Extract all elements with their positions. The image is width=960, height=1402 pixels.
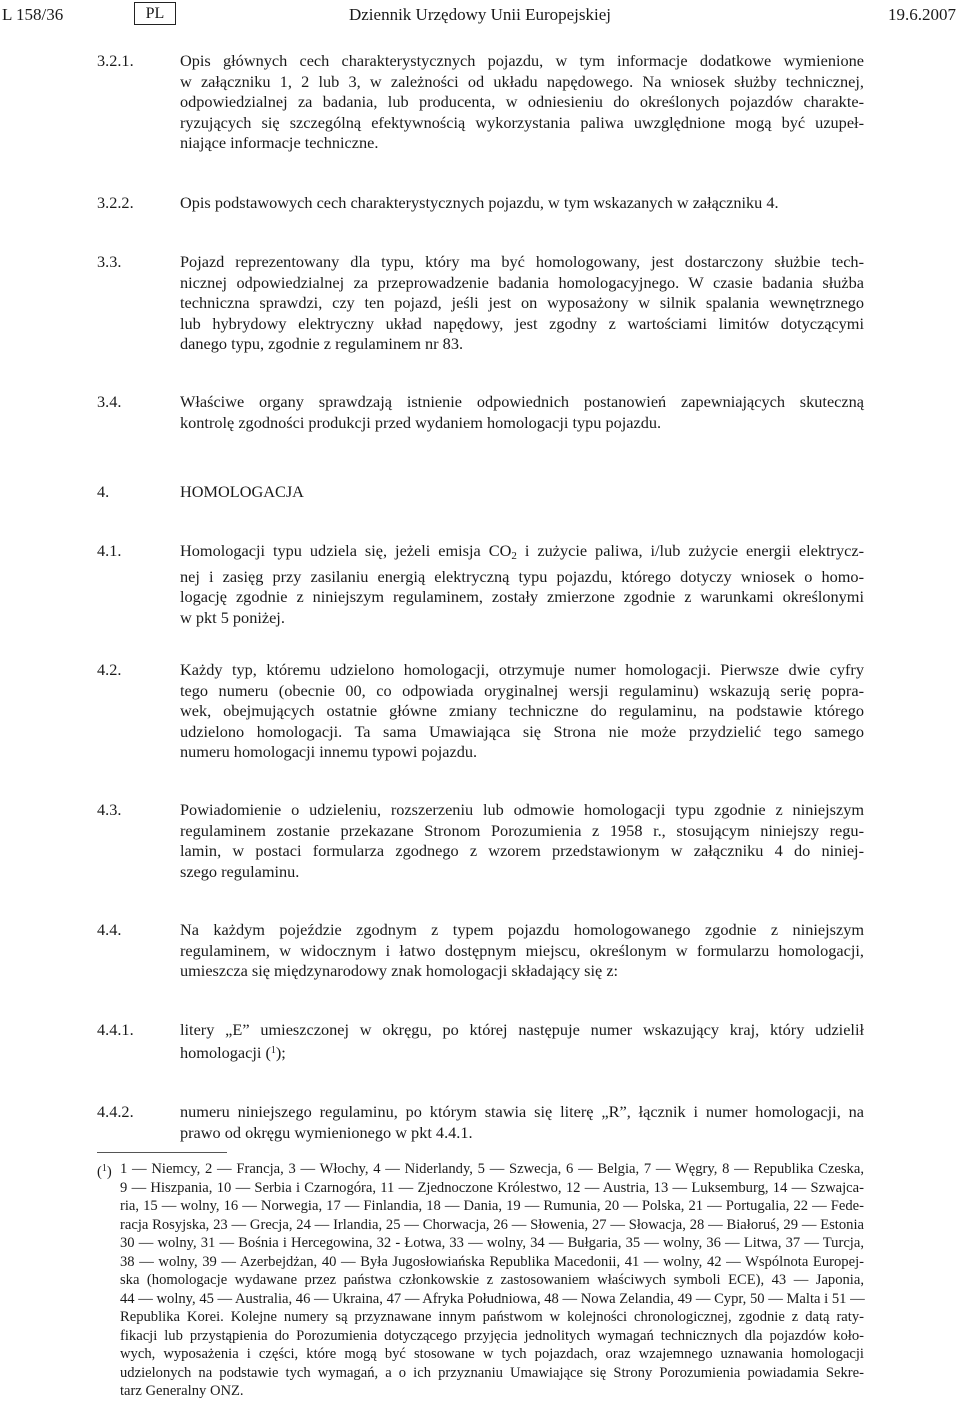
- footnote-text: [120, 1160, 864, 1401]
- text-line: numeru homologacji innemu typowi pojazdu.: [180, 742, 478, 761]
- text-fragment: homologacji (: [180, 1042, 271, 1062]
- section-text: [180, 660, 864, 763]
- section-text: [180, 800, 864, 882]
- text-line: Każdy typ, któremu udzielono homologacji, otrzymuje numer homologacji. Pierwsze dwie cyfry: [180, 660, 864, 679]
- text-line: Powiadomienie o udzieleniu, rozszerzeniu lub odmowie homologacji typu zgodnie z niniejszym: [180, 800, 864, 819]
- text-line: logację zgodnie z niniejszym regulaminem, zostały zmierzone zgodnie z warunkami określonymi: [180, 587, 864, 606]
- footnote-line: racja Rosyjska, 23 — Grecja, 24 — Irlandia, 25 — Chorwacja, 26 — Słowenia, 27 — Słowacja, 28 — Białoruś, 29 — Estonia: [120, 1216, 864, 1233]
- section-text: [180, 193, 864, 214]
- text-line: kontrolę zgodności produkcji przed wydaniem homologacji typu pojazdu.: [180, 412, 662, 432]
- text-line: [180, 541, 864, 567]
- text-line: [180, 1041, 864, 1064]
- section-number: 3.3.: [97, 252, 122, 271]
- text-line: Opis podstawowych cech charakterystycznych pojazdu, w tym wskazanych w załączniku 4.: [180, 193, 779, 212]
- language-box: PL: [134, 2, 176, 25]
- footnote-line: Republika Korei. Kolejne numery są przyznawane innym państwom w kolejności chronologicznej, zgodnie z datą raty-: [120, 1309, 864, 1325]
- text-line: numeru niniejszego regulaminu, po którym stawia się literę „R”, łącznik i numer homologacji, na: [180, 1102, 864, 1121]
- section-text: [180, 541, 864, 628]
- section-number: 4.: [97, 482, 110, 501]
- text-fragment: i zużycie paliwa, i/lub zużycie energii elektrycz-: [516, 541, 864, 560]
- footnote-separator: [97, 1152, 227, 1153]
- section-text: [180, 252, 864, 355]
- text-line: umieszcza się międzynarodowy znak homologacji składający się z:: [180, 961, 619, 980]
- footnote-line: ska (homologacje wydawane przez państwa członkowskie z zastosowaniem właściwych symboli ECE), 43 — Japonia,: [120, 1272, 864, 1288]
- text-line: nej i zasięg przy zasilaniu energią elektryczną typu pojazdu, którego dotyczy wniosek o homo-: [180, 566, 864, 586]
- publication-date: 19.6.2007: [888, 5, 956, 24]
- section-number: 3.2.1.: [97, 51, 134, 70]
- text-line: odpowiedzialnej za badania, lub producenta, w odniesieniu do określonych pojazdów charakte-: [180, 92, 864, 111]
- text-line: wek, obejmujących ostatnie główne zmiany techniczne do regulaminu, na podstawie którego: [180, 701, 864, 720]
- section-number: 4.1.: [97, 541, 122, 560]
- text-line: regulaminem zostanie przekazane Stronom Porozumienia z 1958 r., stosującym niniejszy regu-: [180, 820, 864, 840]
- footnote-line: tarz Generalny ONZ.: [120, 1383, 244, 1399]
- text-line: Na każdym pojeździe zgodnym z typem pojazdu homologowanego zgodnie z niniejszym: [180, 920, 864, 939]
- text-line: litery „E” umieszczonej w okręgu, po której następuje numer wskazujący kraj, który udzielił: [180, 1020, 864, 1039]
- footnote-line: wych, wyposażenia i części, które mogą być stosowane w tych pojazdach, oraz wzajemnego uznawania homologacji: [120, 1346, 864, 1362]
- text-line: w załączniku 1, 2 lub 3, w zależności od układu napędowego. Na wniosek służby technicznej,: [180, 71, 864, 91]
- marker-open: (: [97, 1164, 102, 1180]
- footnote-line: udzielonych na podstawie tych wymagań, a o ich przyznaniu Umawiające się Strony Porozumienia powiadamia Sekre-: [120, 1364, 864, 1381]
- footnote-marker: [97, 1160, 112, 1182]
- subscript: 2: [511, 550, 517, 562]
- text-line: tego numeru (obecnie 00, co odpowiada oryginalnej wersji regulaminu) wskazują serię popra-: [180, 680, 864, 700]
- footnote-line: 1 — Niemcy, 2 — Francja, 3 — Włochy, 4 — Niderlandy, 5 — Szwecja, 6 — Belgia, 7 — Węgry, 8 — Republika Czeska,: [120, 1161, 864, 1177]
- section-number: 3.4.: [97, 392, 122, 411]
- footnote-line: 9 — Hiszpania, 10 — Serbia i Czarnogóra, 11 — Zjednoczone Królestwo, 12 — Austria, 13 — Luksemburg, 14 — Szwajca-: [120, 1179, 864, 1196]
- section-text: [180, 1102, 864, 1143]
- text-line: lub hybrydowy elektryczny układ napędowy, jest zgodny z wartościami limitów dotyczącymi: [180, 313, 864, 333]
- section-text: [180, 1020, 864, 1063]
- marker-close: ): [106, 1164, 112, 1180]
- section-text: [180, 920, 864, 982]
- text-line: ryzujących się szczególną efektywnością wykorzystania paliwa uwzględnione mogą być uzupeł-: [180, 112, 864, 132]
- text-line: w pkt 5 poniżej.: [180, 607, 285, 627]
- text-line: prawo od okręgu wymienionego w pkt 4.4.1.: [180, 1122, 473, 1142]
- section-number: 4.4.2.: [97, 1102, 134, 1121]
- text-line: szego regulaminu.: [180, 861, 300, 881]
- page-header: [0, 2, 960, 28]
- text-line: niające informacje techniczne.: [180, 133, 379, 152]
- text-line: danego typu, zgodnie z regulaminem nr 83.: [180, 334, 464, 353]
- footnote-reference[interactable]: 1: [270, 1044, 276, 1056]
- section-number: 3.2.2.: [97, 193, 134, 212]
- journal-title: Dziennik Urzędowy Unii Europejskiej: [348, 5, 611, 24]
- footnote-line: ria, 15 — wolny, 16 — Norwegia, 17 — Finlandia, 18 — Dania, 19 — Rumunia, 20 — Polska, 21 — Portugalia, 22 — Fede-: [120, 1198, 864, 1214]
- section-number: 4.3.: [97, 800, 122, 819]
- section-number: 4.4.1.: [97, 1020, 134, 1039]
- footnote-line: 44 — wolny, 45 — Australia, 46 — Ukraina, 47 — Afryka Południowa, 48 — Nowa Zelandia, 49 — Cypr, 50 — Malta i 51 —: [120, 1290, 865, 1307]
- text-line: Opis głównych cech charakterystycznych pojazdu, w tym informacje dodatkowe wymienione: [180, 51, 864, 70]
- text-line: udzielono homologacji. Ta sama Umawiająca się Strona nie może przydzielić tego samego: [180, 721, 864, 741]
- footnote-line: 38 — wolny, 39 — Azerbejdżan, 40 — Była Jugosłowiańska Republika Macedonii, 41 — wolny, 42 — Wspólnota Europej-: [120, 1253, 864, 1270]
- heading-text: HOMOLOGACJA: [180, 482, 304, 501]
- text-line: techniczna sprawdzi, czy ten pojazd, jeśli jest on wyposażony w silnik spalania wewnętrznego: [180, 293, 864, 312]
- text-line: Właściwe organy sprawdzają istnienie odpowiednich postanowień zapewniających skuteczną: [180, 392, 864, 411]
- text-fragment: Homologacji typu udziela się, jeżeli emisja CO: [180, 541, 512, 560]
- marker-number: 1: [101, 1163, 107, 1174]
- text-fragment: );: [275, 1042, 286, 1062]
- section-text: [180, 392, 864, 433]
- section-title: [180, 482, 864, 503]
- footnote-line: fikacji lub przystąpienia do Porozumienia dotyczącego przyjęcia jednolitych wymagań technicznych dla pojazdów koło-: [120, 1327, 864, 1344]
- text-line: nicznej odpowiedzialnej za przeprowadzenie badania homologacyjnego. W czasie badania służba: [180, 272, 864, 292]
- footnote-line: 30 — wolny, 31 — Bośnia i Hercegowina, 32 - Łotwa, 33 — wolny, 34 — Bułgaria, 35 — wolny, 36 — Litwa, 37 — Turcja,: [120, 1235, 864, 1251]
- text-line: regulaminem, w widocznym i łatwo dostępnym miejscu, określonym w formularzu homologacji,: [180, 940, 864, 960]
- page-number: L 158/36: [2, 5, 64, 24]
- text-line: lamin, w postaci formularza zgodnego z wzorem przedstawionym w załączniku 4 do niniej-: [180, 841, 864, 860]
- section-text: [180, 51, 864, 154]
- section-number: 4.2.: [97, 660, 122, 679]
- text-line: Pojazd reprezentowany dla typu, który ma być homologowany, jest dostarczony służbie tech-: [180, 252, 864, 271]
- section-number: 4.4.: [97, 920, 122, 939]
